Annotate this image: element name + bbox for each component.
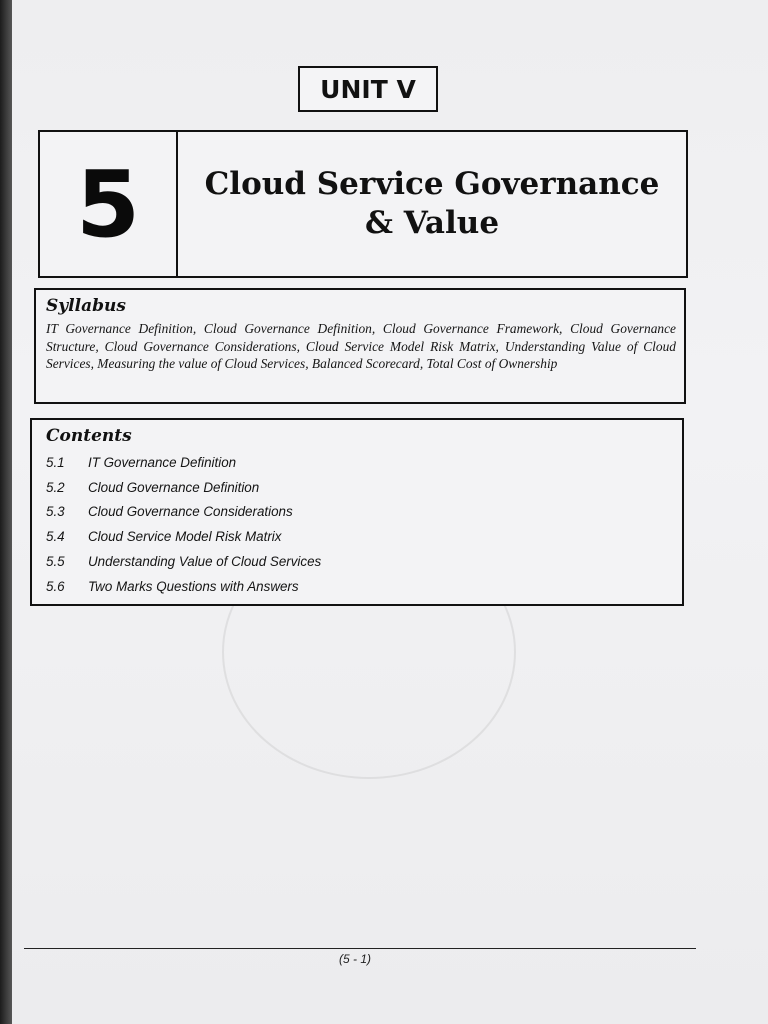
contents-list	[46, 450, 674, 599]
contents-heading: Contents	[46, 426, 132, 446]
footer-divider	[24, 948, 696, 949]
contents-item[interactable]	[46, 500, 674, 525]
contents-item-number: 5.2	[46, 479, 65, 495]
unit-label: UNIT V	[298, 66, 438, 112]
chapter-title: Cloud Service Governance & Value	[204, 166, 660, 241]
syllabus-text: IT Governance Definition, Cloud Governance Definition, Cloud Governance Framework, Cloud Governance Structure, Cloud Governance Considerations, Cloud Service Model Risk Matrix, Understanding Value of Cloud Services, Measuring the value of Cloud Services, Balanced Scorecard, Total Cost of Ownership	[46, 321, 676, 371]
contents-item-title: Two Marks Questions with Answers	[88, 578, 299, 594]
contents-item[interactable]	[46, 450, 674, 475]
contents-item-number: 5.3	[46, 504, 65, 520]
chapter-header	[38, 130, 688, 278]
page-number: (5 - 1)	[338, 952, 371, 966]
contents-item-title: Understanding Value of Cloud Services	[88, 554, 322, 570]
contents-item-title: IT Governance Definition	[88, 454, 237, 470]
contents-item[interactable]	[46, 475, 674, 500]
contents-item-number: 5.5	[46, 554, 65, 570]
contents-item[interactable]	[46, 549, 674, 574]
contents-item-title: Cloud Service Model Risk Matrix	[88, 529, 282, 545]
contents-item-number: 5.1	[46, 454, 65, 470]
chapter-number: 5	[40, 132, 178, 276]
contents-item-title: Cloud Governance Definition	[88, 479, 260, 495]
contents-item[interactable]	[46, 574, 674, 599]
contents-item-number: 5.4	[46, 529, 65, 545]
contents-item[interactable]	[46, 524, 674, 549]
syllabus-box	[34, 288, 686, 404]
contents-item-title: Cloud Governance Considerations	[88, 504, 293, 520]
contents-item-number: 5.6	[46, 578, 65, 594]
syllabus-heading: Syllabus	[46, 296, 126, 316]
contents-box	[30, 418, 684, 606]
